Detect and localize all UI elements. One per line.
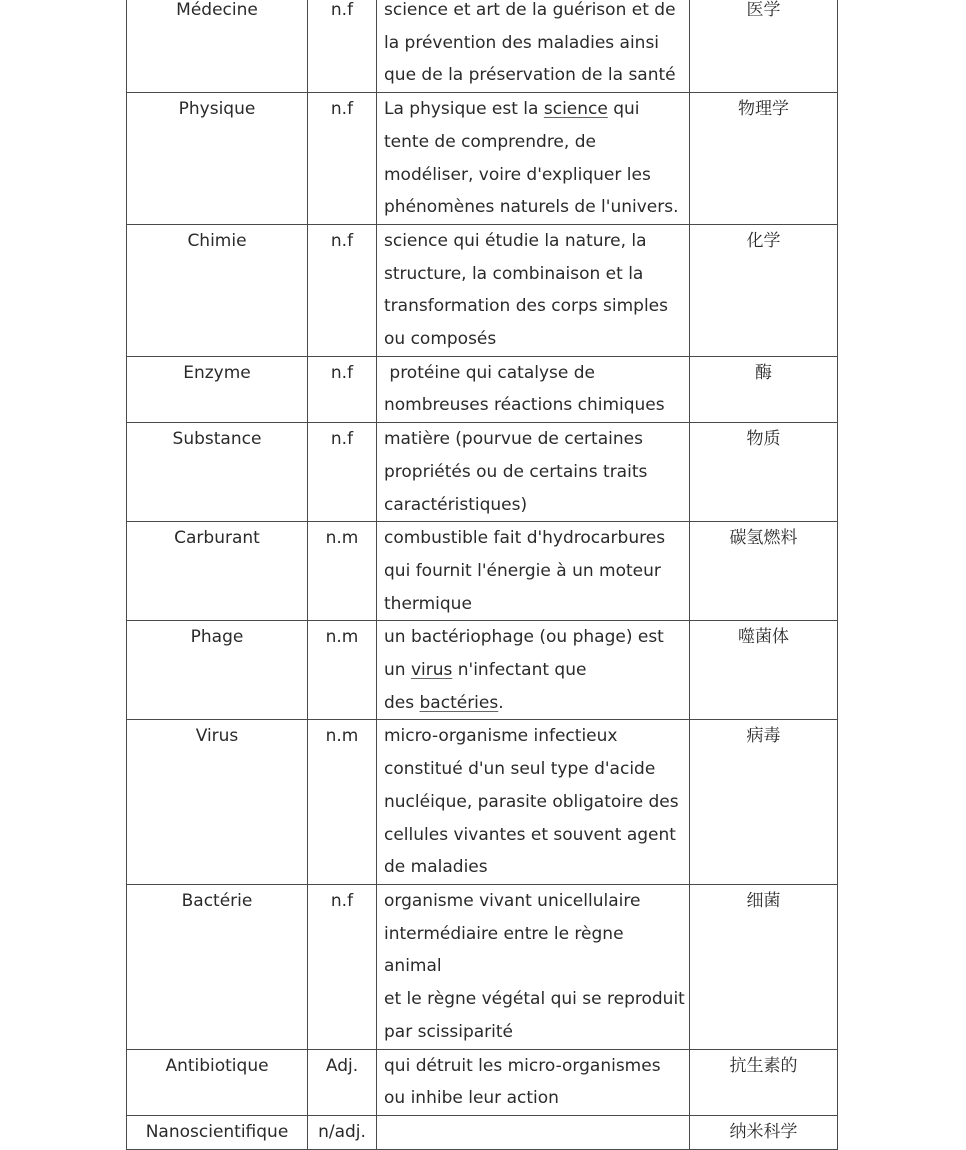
definition-line: micro-organisme infectieux [384,726,618,747]
definition-line: caractéristiques) [384,494,528,515]
definition-line: . [498,692,504,713]
pos-cell [308,356,377,422]
definition-line: science et art de la guérison et de [384,0,676,20]
link-bacteries[interactable]: bactéries [419,692,499,713]
table-row [127,0,838,93]
pos-cell [308,1049,377,1115]
chinese-cell [690,1115,838,1149]
definition-line: qui [607,99,640,120]
definition-cell [377,1049,690,1115]
definition-line: un bactériophage (ou phage) est [384,627,664,648]
term-cell [127,0,308,93]
definition-line: transformation des corps simples [384,296,668,317]
definition-cell [377,884,690,1049]
chinese-cell [690,621,838,720]
definition-line: que de la préservation de la santé [384,65,676,86]
chinese-cell [690,224,838,356]
chinese-text: 物理学 [738,99,789,120]
definition-line: ou composés [384,329,497,350]
definition-line: nucléique, parasite obligatoire des [384,791,679,812]
pos-text: n.f [330,362,354,383]
pos-cell [308,224,377,356]
definition-line: n'infectant que [452,660,587,681]
pos-cell [308,884,377,1049]
table-row [127,884,838,1049]
definition-cell [377,423,690,522]
term-text: Antibiotique [165,1055,269,1076]
pos-text: n.m [325,627,359,648]
chinese-cell [690,0,838,93]
chinese-cell [690,1049,838,1115]
table-row [127,224,838,356]
definition-line: propriétés ou de certains traits [384,461,648,482]
term-text: Bactérie [181,890,253,911]
pos-cell [308,423,377,522]
table-row [127,522,838,621]
term-text: Physique [178,99,256,120]
definition-line: matière (pourvue de certaines [384,429,643,450]
chinese-text: 抗生素的 [729,1055,798,1076]
definition-cell [377,0,690,93]
pos-text: n/adj. [318,1121,366,1142]
definition-line: La physique est la [384,99,544,120]
chinese-text: 碳氢燃料 [729,528,798,549]
pos-cell [308,1115,377,1149]
table-row [127,720,838,885]
definition-cell [377,93,690,225]
chinese-text: 噬菌体 [738,627,789,648]
pos-text: n.f [330,429,354,450]
definition-line: la prévention des maladies ainsi [384,32,660,53]
table-row [127,423,838,522]
pos-text: Adj. [325,1055,359,1076]
term-cell [127,1049,308,1115]
table-row [127,621,838,720]
chinese-cell [690,884,838,1049]
term-cell [127,621,308,720]
link-science[interactable]: science [543,99,608,120]
term-text: Phage [190,627,244,648]
definition-line: qui détruit les micro-organismes [384,1055,661,1076]
definition-cell [377,356,690,422]
chinese-text: 病毒 [746,726,781,747]
chinese-cell [690,720,838,885]
term-cell [127,1115,308,1149]
pos-cell [308,0,377,93]
term-cell [127,522,308,621]
term-cell [127,884,308,1049]
pos-cell [308,720,377,885]
term-text: Carburant [174,528,260,549]
definition-line: un [384,660,411,681]
chinese-cell [690,423,838,522]
definition-line: qui fournit l'énergie à un moteur [384,560,661,581]
table-row [127,356,838,422]
pos-text: n.f [330,99,354,120]
chinese-text: 细菌 [746,890,781,911]
definition-line: tente de comprendre, de [384,131,596,152]
table-row [127,1115,838,1149]
term-cell [127,423,308,522]
definition-line: structure, la combinaison et la [384,263,644,284]
vocabulary-table [126,0,838,1150]
definition-line: ou inhibe leur action [384,1088,559,1109]
pos-cell [308,621,377,720]
definition-line: thermique [384,593,472,614]
term-text: Virus [195,726,239,747]
term-text: Médecine [176,0,258,20]
definition-cell [377,720,690,885]
definition-line: cellules vivantes et souvent agent [384,824,676,845]
definition-cell [377,522,690,621]
pos-cell [308,522,377,621]
definition-line: combustible fait d'hydrocarbures [384,528,666,549]
definition-line: science qui étudie la nature, la [384,230,647,251]
term-cell [127,720,308,885]
table-row [127,93,838,225]
chinese-text: 酶 [755,362,772,383]
term-text: Enzyme [183,362,251,383]
pos-text: n.f [330,890,354,911]
chinese-text: 化学 [746,230,781,251]
definition-cell [377,224,690,356]
definition-cell [377,621,690,720]
definition-line: des [384,692,420,713]
pos-cell [308,93,377,225]
definition-line: phénomènes naturels de l'univers. [384,197,679,218]
pos-text: n.f [330,0,354,20]
term-text: Chimie [187,230,247,251]
term-text: Substance [172,429,262,450]
definition-line: protéine qui catalyse de [384,362,595,383]
chinese-text: 医学 [746,0,781,20]
definition-line: nombreuses réactions chimiques [384,395,665,416]
link-virus[interactable]: virus [410,660,453,681]
definition-line: intermédiaire entre le règne animal [384,923,624,977]
chinese-cell [690,356,838,422]
table-row [127,1049,838,1115]
term-cell [127,224,308,356]
chinese-text: 物质 [746,429,781,450]
pos-text: n.f [330,230,354,251]
definition-line: par scissiparité [384,1021,514,1042]
definition-cell [377,1115,690,1149]
definition-line: de maladies [384,857,488,878]
pos-text: n.m [325,726,359,747]
definition-line: modéliser, voire d'expliquer les [384,164,651,185]
term-cell [127,93,308,225]
term-text: Nanoscientifique [145,1121,289,1142]
chinese-text: 纳米科学 [729,1121,798,1142]
definition-line: organisme vivant unicellulaire [384,890,641,911]
chinese-cell [690,522,838,621]
chinese-cell [690,93,838,225]
term-cell [127,356,308,422]
pos-text: n.m [325,528,359,549]
definition-line: constitué d'un seul type d'acide [384,759,656,780]
definition-line: et le règne végétal qui se reproduit [384,989,685,1010]
